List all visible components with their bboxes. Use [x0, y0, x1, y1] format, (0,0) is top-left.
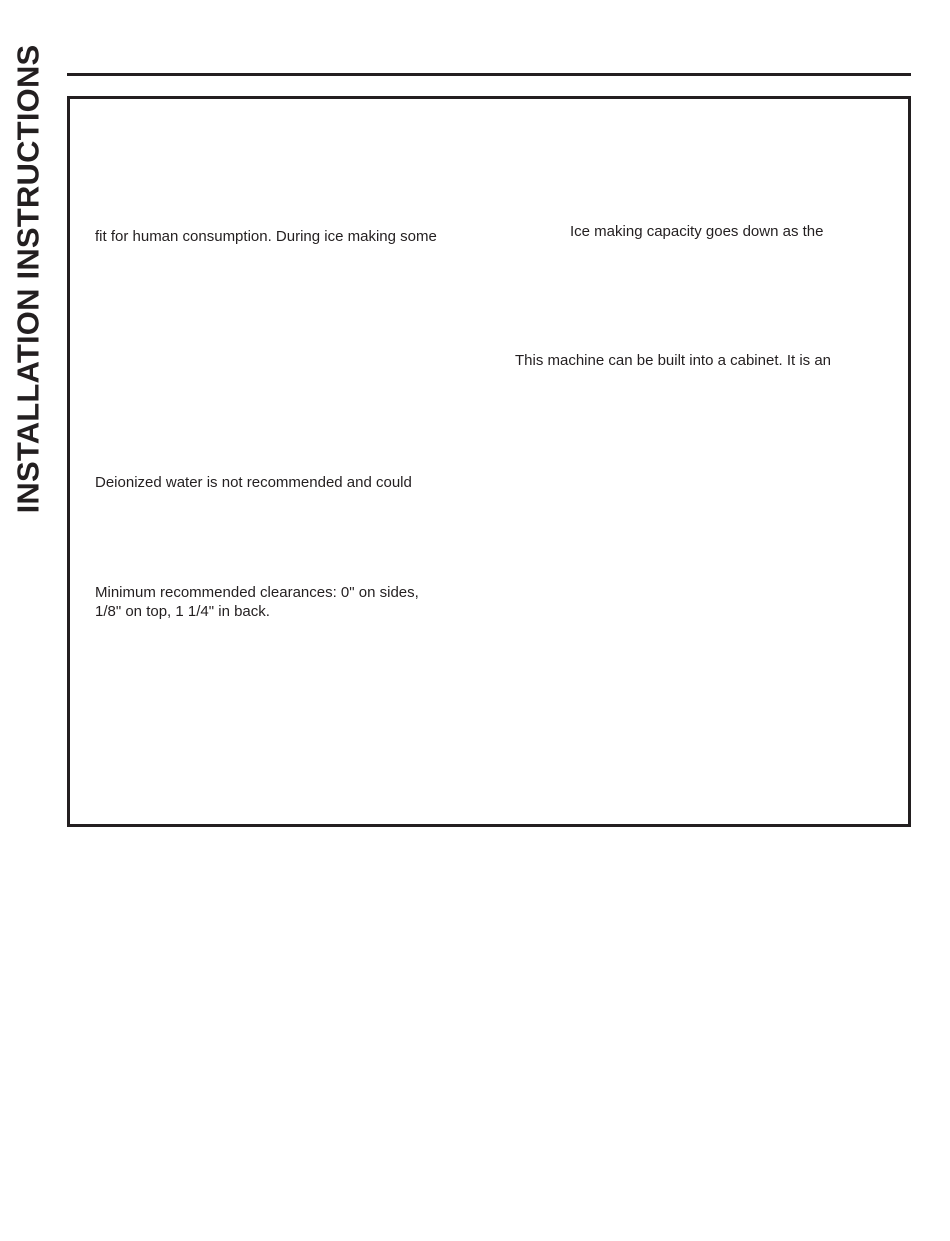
left-text-human-consumption: fit for human consumption. During ice making some	[95, 228, 437, 245]
right-text-ice-capacity: Ice making capacity goes down as the	[570, 223, 824, 240]
left-text-clearances-line-1: Minimum recommended clearances: 0" on sides,	[95, 584, 419, 601]
right-text-cabinet: This machine can be built into a cabinet. It is an	[515, 352, 832, 369]
side-section-title: INSTALLATION INSTRUCTIONS	[10, 44, 46, 514]
header-rule	[67, 73, 911, 76]
left-text-deionized-water: Deionized water is not recommended and could	[95, 474, 412, 491]
content-box	[67, 96, 911, 827]
left-text-clearances-line-2: 1/8" on top, 1 1/4" in back.	[95, 603, 270, 620]
